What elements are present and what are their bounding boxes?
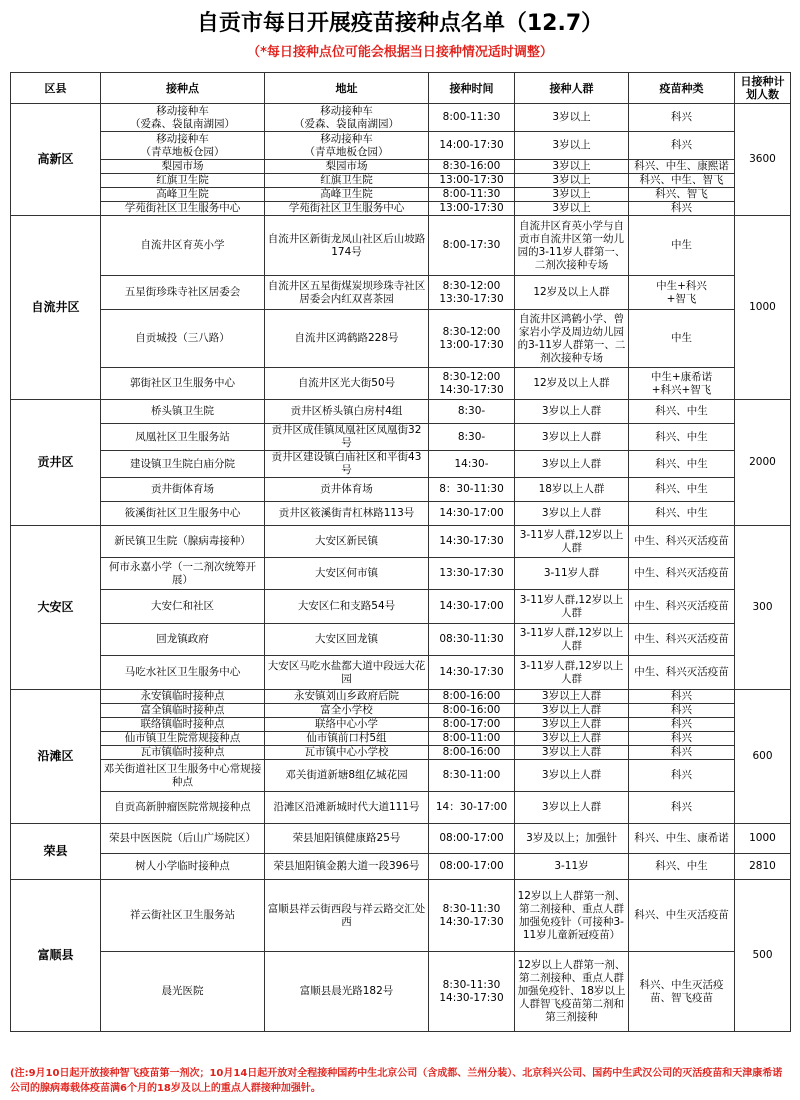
header-group: 接种人群 [515, 73, 629, 104]
table-row [11, 216, 791, 276]
time-cell: 8:00-16:00 [429, 746, 515, 760]
site-cell: 桥头镇卫生院 [101, 400, 265, 424]
time-cell: 8:30-12:00 13:00-17:30 [429, 310, 515, 368]
vaccine-cell: 科兴、中生 [629, 478, 735, 502]
time-cell: 14:30-17:00 [429, 502, 515, 526]
address-cell: 贡井区成佳镇凤凰社区凤凰街32号 [265, 424, 429, 451]
time-cell: 8:00-17:00 [429, 718, 515, 732]
site-cell: 筱溪街社区卫生服务中心 [101, 502, 265, 526]
site-cell: 邓关街道社区卫生服务中心常规接种点 [101, 760, 265, 792]
address-cell: 学苑街社区卫生服务中心 [265, 202, 429, 216]
vaccine-cell: 科兴 [629, 690, 735, 704]
group-cell: 自流井区鸿鹤小学、曾家岩小学及周边幼儿园的3-11岁人群第一、二剂次接种专场 [515, 310, 629, 368]
group-cell: 3岁以上 [515, 104, 629, 132]
header-plan: 日接种计划人数 [735, 73, 791, 104]
address-cell: 荣县旭阳镇健康路25号 [265, 824, 429, 854]
address-cell: 瓦市镇中心小学校 [265, 746, 429, 760]
time-cell: 14:30- [429, 451, 515, 478]
group-cell: 12岁及以上人群 [515, 276, 629, 310]
time-cell: 13:00-17:30 [429, 174, 515, 188]
vaccine-cell: 科兴 [629, 792, 735, 824]
address-cell: 大安区何市镇 [265, 558, 429, 590]
group-cell: 3岁以上人群 [515, 451, 629, 478]
group-cell: 自流井区育英小学与自贡市自流井区第一幼儿园的3-11岁人群第一、二剂次接种专场 [515, 216, 629, 276]
vaccine-cell: 科兴 [629, 718, 735, 732]
site-cell: 大安仁和社区 [101, 590, 265, 624]
address-cell: 贡井体育场 [265, 478, 429, 502]
site-cell: 高峰卫生院 [101, 188, 265, 202]
site-cell: 自贡城投（三八路） [101, 310, 265, 368]
table-row [11, 188, 791, 202]
site-cell: 贡井街体育场 [101, 478, 265, 502]
address-cell: 沿滩区沿滩新城时代大道111号 [265, 792, 429, 824]
site-cell: 红旗卫生院 [101, 174, 265, 188]
vaccine-cell: 科兴、中生灭活疫苗 [629, 880, 735, 952]
vaccine-cell: 科兴 [629, 704, 735, 718]
address-cell: 移动接种车 （爱森、袋鼠南湖园） [265, 104, 429, 132]
address-cell: 永安镇刘山乡政府后院 [265, 690, 429, 704]
address-cell: 移动接种车 （青草地板仓园） [265, 132, 429, 160]
site-cell: 自贡高新肿瘤医院常规接种点 [101, 792, 265, 824]
group-cell: 12岁以上人群第一剂、第二剂接种、重点人群加强免疫针（可接种3-11岁儿童新冠疫苗） [515, 880, 629, 952]
site-cell: 建设镇卫生院白庙分院 [101, 451, 265, 478]
site-cell: 富全镇临时接种点 [101, 704, 265, 718]
table-row [11, 132, 791, 160]
site-cell: 移动接种车 （爱森、袋鼠南湖园） [101, 104, 265, 132]
table-row [11, 746, 791, 760]
header-vaccine: 疫苗种类 [629, 73, 735, 104]
vaccine-cell: 中生 [629, 216, 735, 276]
address-cell: 富顺县晨光路182号 [265, 952, 429, 1032]
vaccine-cell: 中生、科兴灭活疫苗 [629, 624, 735, 656]
vaccine-cell: 科兴、中生 [629, 424, 735, 451]
time-cell: 14:30-17:00 [429, 590, 515, 624]
address-cell: 自流井区光大街50号 [265, 368, 429, 400]
vaccine-cell: 科兴 [629, 760, 735, 792]
time-cell: 8:30- [429, 424, 515, 451]
table-row [11, 368, 791, 400]
table-row [11, 104, 791, 132]
group-cell: 3岁以上人群 [515, 690, 629, 704]
group-cell: 3岁及以上；加强针 [515, 824, 629, 854]
table-row [11, 760, 791, 792]
address-cell: 自流井区鸿鹤路228号 [265, 310, 429, 368]
group-cell: 3岁以上人群 [515, 400, 629, 424]
header-time: 接种时间 [429, 73, 515, 104]
address-cell: 高峰卫生院 [265, 188, 429, 202]
time-cell: 8:30-12:00 13:30-17:30 [429, 276, 515, 310]
group-cell: 3岁以上 [515, 174, 629, 188]
table-row [11, 590, 791, 624]
plan-cell: 2810 [735, 854, 791, 880]
header-site: 接种点 [101, 73, 265, 104]
table-row [11, 824, 791, 854]
table-row [11, 526, 791, 558]
vaccine-cell: 科兴、中生灭活疫苗、智飞疫苗 [629, 952, 735, 1032]
group-cell: 3岁以上人群 [515, 760, 629, 792]
table-row [11, 558, 791, 590]
site-cell: 荣县中医医院（后山广场院区） [101, 824, 265, 854]
table-row [11, 880, 791, 952]
table-row [11, 792, 791, 824]
time-cell: 8:00-17:30 [429, 216, 515, 276]
table-row [11, 624, 791, 656]
header-address: 地址 [265, 73, 429, 104]
page-title: 自贡市每日开展疫苗接种点名单（12.7） [196, 11, 604, 36]
address-cell: 大安区回龙镇 [265, 624, 429, 656]
time-cell: 8:30-12:00 14:30-17:30 [429, 368, 515, 400]
site-cell: 瓦市镇临时接种点 [101, 746, 265, 760]
site-cell: 马吃水社区卫生服务中心 [101, 656, 265, 690]
district-cell: 高新区 [11, 104, 101, 216]
table-row [11, 276, 791, 310]
site-cell: 何市永嘉小学（一二剂次统筹开展） [101, 558, 265, 590]
address-cell: 大安区仁和支路54号 [265, 590, 429, 624]
table-row [11, 732, 791, 746]
group-cell: 3岁以上人群 [515, 424, 629, 451]
time-cell: 8:30-11:30 14:30-17:30 [429, 880, 515, 952]
table-row [11, 451, 791, 478]
address-cell: 自流井区五星街煤炭坝珍珠寺社区居委会内红双喜茶园 [265, 276, 429, 310]
vaccination-sites-table [10, 72, 791, 1032]
group-cell: 3岁以上人群 [515, 502, 629, 526]
vaccine-cell: 科兴、中生、智飞 [629, 174, 735, 188]
district-cell: 荣县 [11, 824, 101, 880]
plan-cell: 300 [735, 526, 791, 690]
plan-cell: 2000 [735, 400, 791, 526]
vaccine-cell: 科兴、中生、康熙诺 [629, 160, 735, 174]
vaccine-cell: 科兴、中生、康希诺 [629, 824, 735, 854]
district-cell: 富顺县 [11, 880, 101, 1032]
table-row [11, 704, 791, 718]
time-cell: 8:00-11:30 [429, 104, 515, 132]
address-cell: 富全小学校 [265, 704, 429, 718]
site-cell: 祥云街社区卫生服务站 [101, 880, 265, 952]
district-cell: 大安区 [11, 526, 101, 690]
time-cell: 14：30-17:00 [429, 792, 515, 824]
vaccine-cell: 中生+康希诺 +科兴+智飞 [629, 368, 735, 400]
site-cell: 回龙镇政府 [101, 624, 265, 656]
table-row [11, 310, 791, 368]
group-cell: 12岁及以上人群 [515, 368, 629, 400]
vaccine-cell: 科兴 [629, 746, 735, 760]
header-row [11, 73, 791, 104]
address-cell: 贡井区桥头镇白房村4组 [265, 400, 429, 424]
vaccine-cell: 科兴、中生 [629, 502, 735, 526]
table-row [11, 718, 791, 732]
vaccine-cell: 中生、科兴灭活疫苗 [629, 590, 735, 624]
time-cell: 13:30-17:30 [429, 558, 515, 590]
vaccine-cell: 科兴、中生 [629, 400, 735, 424]
time-cell: 8:30-11:30 14:30-17:30 [429, 952, 515, 1032]
table-row [11, 656, 791, 690]
table-row [11, 174, 791, 188]
vaccine-cell: 中生 [629, 310, 735, 368]
address-cell: 梨园市场 [265, 160, 429, 174]
group-cell: 12岁以上人群第一剂、第二剂接种、重点人群加强免疫针、18岁以上人群智飞疫苗第二剂和第三剂接种 [515, 952, 629, 1032]
group-cell: 3-11岁人群,12岁以上人群 [515, 656, 629, 690]
vaccine-cell: 科兴 [629, 132, 735, 160]
time-cell: 14:00-17:30 [429, 132, 515, 160]
table-row [11, 952, 791, 1032]
group-cell: 3岁以上 [515, 132, 629, 160]
page-subtitle: （*每日接种点位可能会根据当日接种情况适时调整） [247, 45, 553, 60]
site-cell: 仙市镇卫生院常规接种点 [101, 732, 265, 746]
time-cell: 08:00-17:00 [429, 854, 515, 880]
plan-cell: 500 [735, 880, 791, 1032]
site-cell: 晨光医院 [101, 952, 265, 1032]
time-cell: 13:00-17:30 [429, 202, 515, 216]
vaccine-cell: 科兴、智飞 [629, 188, 735, 202]
group-cell: 3岁以上人群 [515, 732, 629, 746]
time-cell: 14:30-17:30 [429, 656, 515, 690]
group-cell: 3-11岁人群,12岁以上人群 [515, 590, 629, 624]
group-cell: 3-11岁人群,12岁以上人群 [515, 624, 629, 656]
time-cell: 8:00-16:00 [429, 704, 515, 718]
vaccine-cell: 科兴 [629, 104, 735, 132]
address-cell: 贡井区筱溪街青杠林路113号 [265, 502, 429, 526]
district-cell: 沿滩区 [11, 690, 101, 824]
plan-cell: 1000 [735, 216, 791, 400]
group-cell: 3-11岁人群,12岁以上人群 [515, 526, 629, 558]
address-cell: 邓关街道新塘8组亿城花园 [265, 760, 429, 792]
plan-cell: 1000 [735, 824, 791, 854]
time-cell: 8:00-11:30 [429, 188, 515, 202]
time-cell: 8:30-11:00 [429, 760, 515, 792]
site-cell: 梨园市场 [101, 160, 265, 174]
site-cell: 学苑街社区卫生服务中心 [101, 202, 265, 216]
plan-cell: 600 [735, 690, 791, 824]
vaccine-cell: 中生、科兴灭活疫苗 [629, 656, 735, 690]
group-cell: 3岁以上 [515, 202, 629, 216]
group-cell: 3岁以上人群 [515, 718, 629, 732]
table-row [11, 502, 791, 526]
address-cell: 贡井区建设镇白庙社区和平街43号 [265, 451, 429, 478]
time-cell: 08:30-11:30 [429, 624, 515, 656]
table-row [11, 690, 791, 704]
group-cell: 3岁以上 [515, 160, 629, 174]
vaccine-cell: 科兴、中生 [629, 854, 735, 880]
address-cell: 大安区新民镇 [265, 526, 429, 558]
table-row [11, 400, 791, 424]
group-cell: 3岁以上 [515, 188, 629, 202]
vaccine-cell: 中生+科兴 +智飞 [629, 276, 735, 310]
site-cell: 树人小学临时接种点 [101, 854, 265, 880]
district-cell: 贡井区 [11, 400, 101, 526]
address-cell: 仙市镇前口村5组 [265, 732, 429, 746]
vaccine-cell: 科兴 [629, 202, 735, 216]
site-cell: 郭街社区卫生服务中心 [101, 368, 265, 400]
time-cell: 8:30- [429, 400, 515, 424]
group-cell: 3岁以上人群 [515, 792, 629, 824]
address-cell: 荣县旭阳镇金鹅大道一段396号 [265, 854, 429, 880]
vaccine-cell: 中生、科兴灭活疫苗 [629, 526, 735, 558]
time-cell: 14:30-17:30 [429, 526, 515, 558]
vaccine-cell: 中生、科兴灭活疫苗 [629, 558, 735, 590]
time-cell: 08:00-17:00 [429, 824, 515, 854]
group-cell: 3-11岁人群 [515, 558, 629, 590]
address-cell: 联络中心小学 [265, 718, 429, 732]
table-row [11, 160, 791, 174]
site-cell: 联络镇临时接种点 [101, 718, 265, 732]
group-cell: 18岁以上人群 [515, 478, 629, 502]
table-row [11, 478, 791, 502]
time-cell: 8:00-16:00 [429, 690, 515, 704]
site-cell: 新民镇卫生院（腺病毒接种） [101, 526, 265, 558]
vaccine-cell: 科兴、中生 [629, 451, 735, 478]
vaccine-cell: 科兴 [629, 732, 735, 746]
table-row [11, 424, 791, 451]
table-row [11, 202, 791, 216]
plan-cell: 3600 [735, 104, 791, 216]
address-cell: 大安区马吃水盐都大道中段远大花园 [265, 656, 429, 690]
address-cell: 红旗卫生院 [265, 174, 429, 188]
time-cell: 8：30-11:30 [429, 478, 515, 502]
group-cell: 3岁以上人群 [515, 704, 629, 718]
address-cell: 自流井区新街龙凤山社区后山坡路174号 [265, 216, 429, 276]
header-district: 区县 [11, 73, 101, 104]
group-cell: 3-11岁 [515, 854, 629, 880]
site-cell: 移动接种车 （青草地板仓园） [101, 132, 265, 160]
address-cell: 富顺县祥云街西段与祥云路交汇处西 [265, 880, 429, 952]
time-cell: 8:30-16:00 [429, 160, 515, 174]
site-cell: 自流井区育英小学 [101, 216, 265, 276]
footnote: (注:9月10日起开放接种智飞疫苗第一剂次；10月14日起开放对全程接种国药中生北京公司（含成都、兰州分装）、北京科兴公司、国药中生武汉公司的灭活疫苗和天津康希诺公司的腺病毒载体疫苗满6个月的18岁及以上的重点人群接种加强针。 [10, 1068, 783, 1094]
site-cell: 永安镇临时接种点 [101, 690, 265, 704]
site-cell: 五星街珍珠寺社区居委会 [101, 276, 265, 310]
district-cell: 自流井区 [11, 216, 101, 400]
table-row [11, 854, 791, 880]
time-cell: 8:00-11:00 [429, 732, 515, 746]
group-cell: 3岁以上人群 [515, 746, 629, 760]
site-cell: 凤凰社区卫生服务站 [101, 424, 265, 451]
